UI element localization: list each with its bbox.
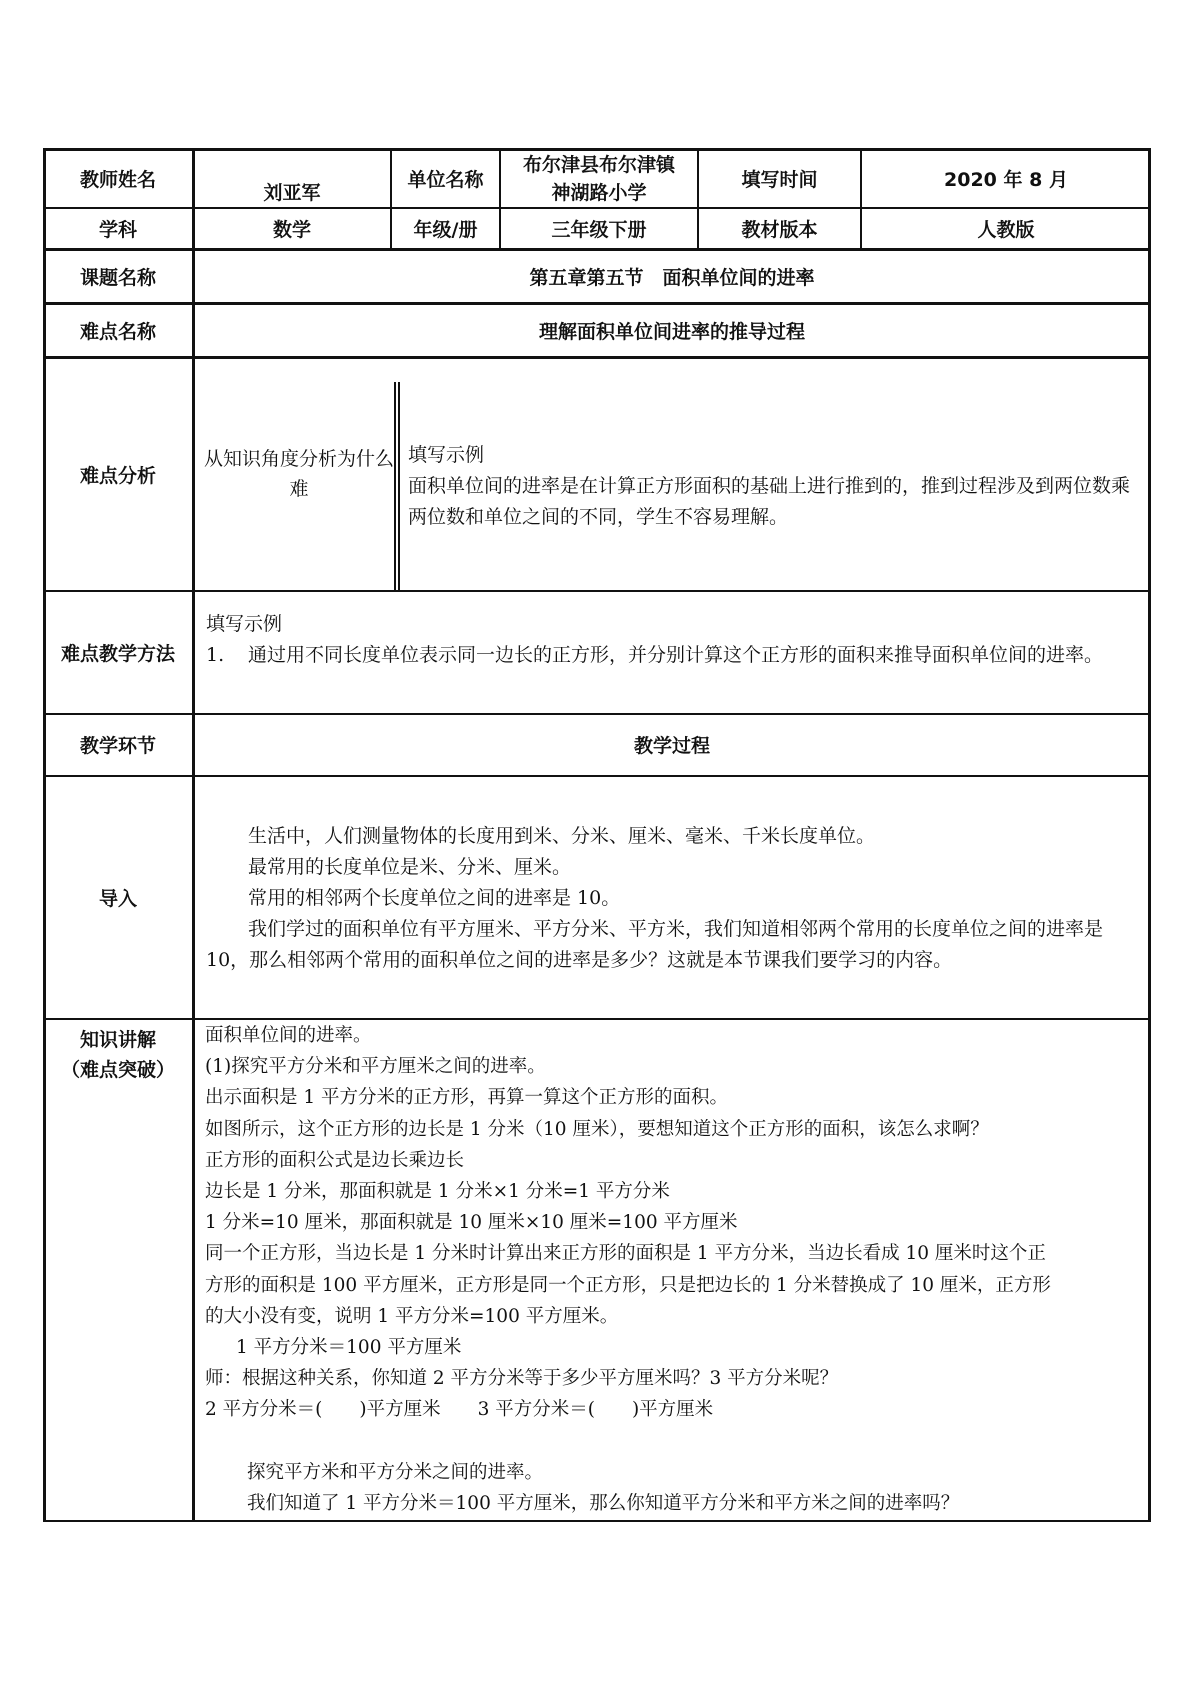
intro-content xyxy=(206,821,1146,976)
analysis-row xyxy=(44,358,1150,590)
knowledge-label-line2: （难点突破） xyxy=(60,1059,175,1081)
knowledge-label xyxy=(44,1025,192,1085)
intro-line: 生活中，人们测量物体的长度用到米、分米、厘米、毫米、千米长度单位。 xyxy=(248,825,876,847)
header-row-2 xyxy=(44,208,1150,248)
edition-value: 人教版 xyxy=(977,218,1035,241)
knowledge-line: 探究平方米和平方分米之间的进率。 xyxy=(247,1461,544,1483)
intro-line: 我们学过的面积单位有平方厘米、平方分米、平方米，我们知道相邻两个常用的长度单位之间的进率是 10，那么相邻两个常用的面积单位之间的进率是多少？这就是本节课我们要学习的内容。 xyxy=(206,918,1104,971)
knowledge-line: 师：根据这种关系，你知道 2 平方分米等于多少平方厘米吗？3 平方分米呢？ xyxy=(205,1368,839,1390)
knowledge-line: 1 平方分米＝100 平方厘米 xyxy=(236,1337,462,1359)
method-row xyxy=(44,592,1150,713)
grade-value: 三年级下册 xyxy=(551,218,647,241)
process-header-row xyxy=(44,714,1150,775)
knowledge-line: 方形的面积是 100 平方厘米，正方形是同一个正方形，只是把边长的 1 分米替换成了 10 厘米，正方形 xyxy=(205,1274,1051,1296)
knowledge-content xyxy=(205,1020,1149,1519)
knowledge-row xyxy=(44,1019,1150,1520)
knowledge-line: 2 平方分米＝( )平方厘米 3 平方分米＝( )平方厘米 xyxy=(205,1399,714,1421)
date-value: 2020 年 8 月 xyxy=(944,169,1068,191)
knowledge-line: 的大小没有变，说明 1 平方分米=100 平方厘米。 xyxy=(205,1305,619,1327)
date-label: 填写时间 xyxy=(741,169,818,191)
analysis-text: 面积单位间的进率是在计算正方形面积的基础上进行推到的，推到过程涉及到两位数乘两位数和单位之间的不同，学生不容易理解。 xyxy=(408,475,1131,528)
analysis-content xyxy=(408,440,1144,533)
teacher-value: 刘亚军 xyxy=(263,182,321,204)
method-label: 难点教学方法 xyxy=(60,643,175,665)
teacher-label: 教师姓名 xyxy=(79,169,156,191)
topic-row xyxy=(44,250,1150,302)
method-item-text: 通过用不同长度单位表示同一边长的正方形，并分别计算这个正方形的面积来推导面积单位间的进率。 xyxy=(248,644,1104,666)
header-row-1 xyxy=(44,150,1150,207)
intro-row xyxy=(44,776,1150,1018)
method-list-item xyxy=(206,640,1146,671)
knowledge-blank-line xyxy=(205,1426,1149,1457)
method-example-label: 填写示例 xyxy=(206,613,283,635)
intro-line: 最常用的长度单位是米、分米、厘米。 xyxy=(248,856,572,878)
unit-value xyxy=(501,150,697,207)
edition-label: 教材版本 xyxy=(741,218,818,241)
intro-label: 导入 xyxy=(98,887,137,910)
method-content xyxy=(206,609,1146,671)
intro-line: 常用的相邻两个长度单位之间的进率是 10。 xyxy=(248,887,621,909)
grade-label: 年级/册 xyxy=(413,218,478,241)
table-border-bottom xyxy=(44,1520,1150,1522)
unit-value-line1: 布尔津县布尔津镇 xyxy=(522,153,675,176)
knowledge-line: 我们知道了 1 平方分米＝100 平方厘米，那么你知道平方分米和平方米之间的进率吗？ xyxy=(247,1492,960,1514)
subject-value: 数学 xyxy=(272,218,311,241)
process-label: 教学环节 xyxy=(79,735,156,757)
difficulty-label: 难点名称 xyxy=(79,320,156,343)
unit-label: 单位名称 xyxy=(407,169,484,191)
knowledge-line: 出示面积是 1 平方分米的正方形，再算一算这个正方形的面积。 xyxy=(205,1087,729,1109)
analysis-sublabel: 从知识角度分析为什么难 xyxy=(204,448,395,500)
difficulty-value: 理解面积单位间进率的推导过程 xyxy=(538,320,805,343)
process-value: 教学过程 xyxy=(633,735,710,757)
knowledge-line: (1)探究平方分米和平方厘米之间的进率。 xyxy=(205,1056,546,1078)
analysis-label: 难点分析 xyxy=(79,464,156,487)
topic-label: 课题名称 xyxy=(79,266,156,289)
difficulty-row xyxy=(44,304,1150,356)
knowledge-line: 正方形的面积公式是边长乘边长 xyxy=(205,1149,465,1171)
analysis-example-label: 填写示例 xyxy=(408,444,485,466)
subject-label: 学科 xyxy=(98,218,137,241)
unit-value-line2: 神湖路小学 xyxy=(551,181,647,204)
knowledge-label-line1: 知识讲解 xyxy=(79,1029,156,1051)
knowledge-line: 1 分米=10 厘米，那面积就是 10 厘米×10 厘米=100 平方厘米 xyxy=(205,1212,738,1234)
knowledge-line: 如图所示，这个正方形的边长是 1 分米（10 厘米），要想知道这个正方形的面积，该怎么求啊？ xyxy=(205,1118,989,1140)
method-item-number: 1. xyxy=(206,644,225,666)
knowledge-line: 边长是 1 分米，那面积就是 1 分米×1 分米=1 平方分米 xyxy=(205,1181,670,1203)
knowledge-line: 同一个正方形，当边长是 1 分米时计算出来正方形的面积是 1 平方分米，当边长看成 10 厘米时这个正 xyxy=(205,1243,1046,1265)
knowledge-line: 面积单位间的进率。 xyxy=(205,1025,372,1046)
topic-value: 第五章第五节 面积单位间的进率 xyxy=(529,266,815,289)
